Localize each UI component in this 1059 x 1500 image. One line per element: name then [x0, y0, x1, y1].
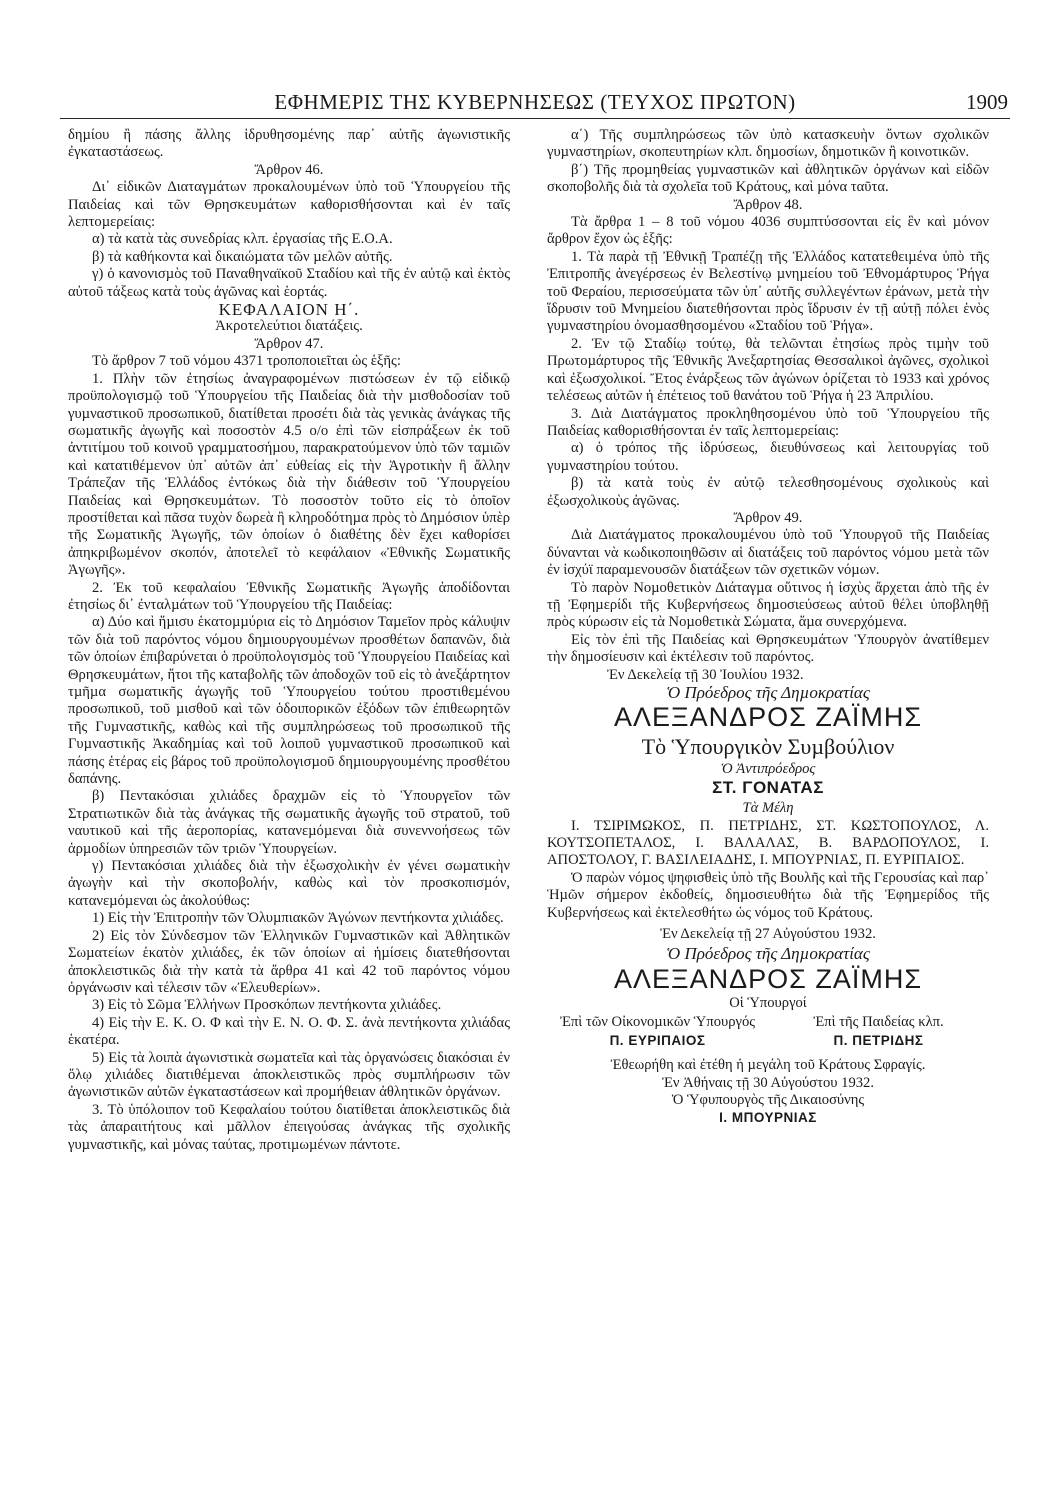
- minister-name: Π. ΕΥΡΙΠΑΙΟΣ: [609, 1032, 706, 1048]
- signature-block: [547, 1014, 768, 1049]
- seal-note: Ἐθεωρήθη καὶ ἐτέθη ἡ µεγάλη τοῦ Κράτους Σφραγίς.: [610, 1057, 926, 1074]
- left-column: [68, 127, 510, 1154]
- date-line: Ἐν Ἀθήναις τῇ 30 Αὐγούστου 1932.: [662, 1074, 874, 1091]
- members-title: Τὰ Μέλη: [742, 800, 794, 817]
- chapter-subtitle: Ἀκροτελεύτιοι διατάξεις.: [215, 318, 363, 335]
- signature-block: [768, 1014, 989, 1049]
- paragraph: Εἰς τὸν ἐπὶ τῆς Παιδείας καὶ Θρησκευµάτων Ὑπουργὸν ἀνατίθεµεν τὴν δηµοσίευσιν καὶ ἐκτέλεσιν τοῦ παρόντος.: [547, 631, 989, 666]
- paragraph: δηµίου ἢ πάσης ἄλλης ἱδρυθησοµένης παρ᾽ αὐτῆς ἀγωνιστικῆς ἐγκαταστάσεως.: [68, 127, 510, 161]
- article-heading-47: Ἄρθρον 47.: [254, 335, 324, 352]
- paragraph: 3. Τὸ ὑπόλοιπον τοῦ Κεφαλαίου τούτου διατίθεται ἀποκλειστικῶς διὰ τὰς ἀπαραιτήτους καὶ µᾶλλον ἐπειγούσας ἀνάγκας τῆς σχολικῆς γυµναστικῆς, καὶ µόνας ταύτας, προτιµωµένων πάντοτε.: [68, 1101, 510, 1153]
- list-item: α΄) Τῆς συµπληρώσεως τῶν ὑπὸ κατασκευὴν ὄντων σχολικῶν γυµναστηρίων, σκοπευτηρίων κλπ. δηµοσίων, δηµοτικῶν ἢ κοινοτικῶν.: [547, 127, 989, 161]
- list-item: β) τὰ καθήκοντα καὶ δικαιώµατα τῶν µελῶν αὐτῆς.: [92, 248, 393, 265]
- paragraph: 2. Ἐν τῷ Σταδίῳ τούτῳ, θὰ τελῶνται ἐτησίως πρὸς τιµὴν τοῦ Πρωτοµάρτυρος τῆς Ἐθνικῆς Ἀνεξαρτησίας Θεσσαλικοὶ ἀγῶνες, σχολικοὶ καὶ ἐξωσχολικοί. Ἔτος ἐνάρξεως τῶν ἀγώνων ὁρίζεται τὸ 1933 καὶ χρόνος τελέσεως αὐτῶν ἡ ἐπέτειος τοῦ θανάτου τοῦ Ῥήγα ἡ 23 Ἀπριλίου.: [547, 335, 989, 405]
- paragraph: Ὁ παρὼν νόµος ψηφισθεὶς ὑπὸ τῆς Βουλῆς καὶ τῆς Γερουσίας καὶ παρ᾽ Ἡµῶν σήµερον ἐκδοθείς, δηµοσιευθήτω διὰ τῆς Ἐφηµερίδος τῆς Κυβερνήσεως καὶ ἐκτελεσθήτω ὡς νόµος τοῦ Κράτους.: [547, 869, 989, 921]
- paragraph: 1. Τὰ παρὰ τῇ Ἐθνικῇ Τραπέζῃ τῆς Ἑλλάδος κατατεθειµένα ὑπὸ τῆς Ἐπιτροπῆς ἀνεγέρσεως ἐν Βελεστίνῳ µνηµείου τοῦ Ἐθνοµάρτυρος Ῥήγα τοῦ Φεραίου, περισσεύµατα τῶν ὑπ᾽ αὐτῆς συλλεγέντων ἐράνων, µετὰ τὴν ἵδρυσιν τοῦ Μνηµείου διατεθήσονται πρὸς ἵδρυσιν ἐν τῇ αὐτῇ πόλει ἑνὸς γυµναστηρίου ὀνοµασθησοµένου «Σταδίου τοῦ Ῥήγα».: [547, 248, 989, 335]
- cabinet-title: Τὸ Ὑπουργικὸν Συµβούλιον: [641, 734, 895, 760]
- list-item: γ) ὁ κανονισµὸς τοῦ Παναθηναϊκοῦ Σταδίου καὶ τῆς ἐν αὐτῷ καὶ ἐκτὸς αὐτοῦ τάξεως κατὰ τοὺς ἀγῶνας καὶ ἑορτάς.: [68, 266, 510, 300]
- minister-name: Π. ΠΕΤΡΙΔΗΣ: [833, 1032, 924, 1048]
- list-item: 1) Εἰς τὴν Ἐπιτροπὴν τῶν Ὀλυµπιακῶν Ἀγώνων πεντήκοντα χιλιάδες.: [92, 910, 504, 927]
- paragraph: α) Δύο καὶ ἥµισυ ἑκατοµµύρια εἰς τὸ Δηµόσιον Ταµεῖον πρὸς κάλυψιν τῶν διὰ τοῦ παρόντος νόµου δηµιουργουµένων προσθέτων δαπανῶν, διὰ τῶν ὁποίων ἐπιβαρύνεται ὁ προϋπολογισµὸς τοῦ Ὑπουργείου Παιδείας καὶ Θρησκευµάτων, ἤτοι τῆς καταβολῆς τῶν ἀποδοχῶν τοῦ εἰς τὸ ἀνεξάρτητον τµῆµα σωµατικῆς ἀγωγῆς τοῦ Ὑπουργείου τούτου προστιθεµένου προσωπικοῦ, τοῦ µισθοῦ καὶ τῶν ὁδοιπορικῶν ἐξόδων τῶν ἐπιθεωρητῶν τῆς Γυµναστικῆς, καθὼς καὶ τῆς συµπληρώσεως τοῦ προσωπικοῦ τῆς Γυµναστικῆς Ἀκαδηµίας καὶ τοῦ λοιποῦ γυµναστικοῦ προσωπικοῦ καὶ πάσης ἑτέρας εἰς βάρος τοῦ προϋπολογισµοῦ δηµιουργουµένης προσθέτου δαπάνης.: [68, 614, 510, 788]
- paragraph: 1. Πλὴν τῶν ἐτησίως ἀναγραφοµένων πιστώσεων ἐν τῷ εἰδικῷ προϋπολογισµῷ τοῦ Ὑπουργείου τῆς Παιδείας διὰ τὴν µισθοδοσίαν τοῦ γυµναστικοῦ προσωπικοῦ, διατίθεται προσέτι διὰ τὰς γενικὰς ἀνάγκας τῆς σωµατικῆς ἀγωγῆς καὶ ποσοστὸν 4.5 ο/ο ἐπὶ τῶν εἰσπράξεων ἐκ τοῦ ἀντιτίµου τοῦ κοινοῦ γραµµατοσήµου, παρακρατούµενον ὑπὸ τῶν ταµιῶν καὶ κατατιθέµενον ὑπ᾽ αὐτῶν ἀπ᾽ εὐθείας εἰς τὴν Ἀγροτικὴν ἢ ἄλλην Τράπεζαν τῆς Ἑλλάδος ἐντόκως διὰ τὴν διάθεσιν τοῦ Ὑπουργείου Παιδείας καὶ Θρησκευµάτων. Τὸ ποσοστὸν τοῦτο εἰς τὸ ὁποῖον προστίθεται καὶ πᾶσα τυχὸν δωρεὰ ἢ κληροδότηµα πρὸς τὸ Δηµόσιον ὑπὲρ τῆς Σωµατικῆς Ἀγωγῆς, τῶν ὁποίων ὁ διαθέτης δὲν ἔχει καθορίσει ἀπηκριβωµένον σκοπόν, ἀποτελεῖ τὸ κεφάλαιον «Ἐθνικῆς Σωµατικῆς Ἀγωγῆς».: [68, 370, 510, 579]
- paragraph: 2. Ἐκ τοῦ κεφαλαίου Ἐθνικῆς Σωµατικῆς Ἀγωγῆς ἀποδίδονται ἐτησίως δι᾽ ἐνταλµάτων τοῦ Ὑπουργείου τῆς Παιδείας:: [68, 579, 510, 613]
- paragraph: Διὰ Διατάγµατος προκαλουµένου ὑπὸ τοῦ Ὑπουργοῦ τῆς Παιδείας δύνανται νὰ κωδικοποιηθῶσιν αἱ διατάξεις τοῦ παρόντος νόµου µετὰ τῶν ἐν ἰσχύϊ παραµενουσῶν διατάξεων τῶν σχετικῶν νόµων.: [547, 527, 989, 579]
- list-item: β΄) Τῆς προµηθείας γυµναστικῶν καὶ ἀθλητικῶν ὀργάνων καὶ εἰδῶν σκοποβολῆς διὰ τὰ σχολεῖα τοῦ Κράτους, καὶ µόνα ταῦτα.: [547, 161, 989, 196]
- list-item: 2) Εἰς τὸν Σύνδεσµον τῶν Ἑλληνικῶν Γυµναστικῶν καὶ Ἀθλητικῶν Σωµατείων ἑκατὸν χιλιάδες, ἐκ τῶν ὁποίων αἱ ἡµίσεις διατεθήσονται ἀποκλειστικῶς διὰ τὴν κατὰ τὰ ἄρθρα 41 καὶ 42 τοῦ παρόντος νόµου ὀργάνωσιν καὶ τέλεσιν τῶν «Ἐλευθερίων».: [68, 927, 510, 996]
- paragraph: Τὸ ἄρθρον 7 τοῦ νόµου 4371 τροποποιεῖται ὡς ἑξῆς:: [92, 353, 401, 370]
- members-list: Ι. ΤΣΙΡΙΜΩΚΟΣ, Π. ΠΕΤΡΙΔΗΣ, ΣΤ. ΚΩΣΤΟΠΟΥΛΟΣ, Λ. ΚΟΥΤΣΟΠΕΤΑΛΟΣ, Ι. ΒΑΛΑΛΑΣ, Β. ΒΑΡΔΟΠΟΥΛΟΣ, Ι. ΑΠΟΣΤΟΛΟΥ, Γ. ΒΑΣΙΛΕΙΑΔΗΣ, Ι. ΜΠΟΥΡΝΙΑΣ, Π. ΕΥΡΙΠΑΙΟΣ.: [547, 817, 989, 869]
- list-item: α) τὰ κατὰ τὰς συνεδρίας κλπ. ἐργασίας τῆς Ε.Ο.Α.: [92, 231, 393, 248]
- justice-name: Ι. ΜΠΟΥΡΝΙΑΣ: [719, 1110, 817, 1126]
- paragraph: Τὸ παρὸν Νοµοθετικὸν Διάταγµα οὕτινος ἡ ἰσχὺς ἄρχεται ἀπὸ τῆς ἐν τῇ Ἐφηµερίδι τῆς Κυβερνήσεως δηµοσιεύσεως αὐτοῦ θέλει ὑποβληθῇ πρὸς κύρωσιν εἰς τὰ Νοµοθετικὰ Σώµατα, ἅµα συνερχόµενα.: [547, 579, 989, 631]
- article-heading-49: Ἄρθρον 49.: [733, 509, 803, 526]
- list-item: α) ὁ τρόπος τῆς ἱδρύσεως, διευθύνσεως καὶ λειτουργίας τοῦ γυµναστηρίου τούτου.: [547, 440, 989, 474]
- date-line: Ἐν Δεκελείᾳ τῇ 30 Ἰουλίου 1932.: [607, 666, 804, 683]
- paragraph: Δι᾽ εἰδικῶν Διαταγµάτων προκαλουµένων ὑπὸ τοῦ Ὑπουργείου τῆς Παιδείας καὶ τῶν Θρησκευµάτων καθορισθήσονται καὶ ἐν ταῖς λεπτοµερείαις:: [68, 179, 510, 231]
- page-header: [60, 88, 1010, 119]
- ministers-title: Οἱ Ὑπουργοί: [729, 994, 807, 1011]
- paragraph: 3. Διὰ Διατάγµατος προκληθησοµένου ὑπὸ τοῦ Ὑπουργείου τῆς Παιδείας καθορισθήσονται ἐν ταῖς λεπτοµερείαις:: [547, 405, 989, 439]
- page-number: 1909: [966, 90, 1008, 114]
- paragraph: γ) Πεντακόσιαι χιλιάδες διὰ τὴν ἐξωσχολικὴν ἐν γένει σωµατικὴν ἀγωγὴν καὶ τὴν σκοποβολήν, καθὼς καὶ τὸν προσκοπισµόν, κατανεµόµεναι ὡς ἀκολούθως:: [68, 858, 510, 909]
- vice-president-title: Ὁ Ἀντιπρόεδρος: [720, 761, 816, 778]
- president-title: Ὁ Πρόεδρος τῆς Δηµοκρατίας: [666, 944, 870, 964]
- list-item: 4) Εἰς τὴν Ε. Κ. Ο. Φ καὶ τὴν Ε. Ν. Ο. Φ. Σ. ἀνὰ πεντήκοντα χιλιάδας ἑκατέρα.: [68, 1014, 510, 1049]
- justice-title: Ὁ Ὑφυπουργὸς τῆς Δικαιοσύνης: [671, 1091, 865, 1108]
- minister-title: Ἐπὶ τῶν Οἰκονοµικῶν Ὑπουργός: [559, 1014, 756, 1031]
- president-name: ΑΛΕΞΑΝΔΡΟΣ ΖΑΪΜΗΣ: [613, 702, 923, 733]
- minister-title: Ἐπὶ τῆς Παιδείας κλπ.: [813, 1014, 944, 1031]
- paragraph: β) Πεντακόσιαι χιλιάδες δραχµῶν εἰς τὸ Ὑπουργεῖον τῶν Στρατιωτικῶν διὰ τὰς ἀνάγκας τῆς σωµατικῆς ἀγωγῆς τοῦ στρατοῦ, τοῦ ναυτικοῦ καὶ τῆς ἀεροπορίας, κατανεµόµεναι διὰ συνεννοήσεως τῶν ἁρµοδίων ὑπηρεσιῶν τῶν τριῶν Ὑπουργείων.: [68, 788, 510, 857]
- gazette-title: ΕΦΗΜΕΡΙΣ ΤΗΣ ΚΥΒΕΡΝΗΣΕΩΣ (ΤΕΥΧΟΣ ΠΡΩΤΟΝ): [274, 90, 796, 114]
- article-heading-46: Ἄρθρον 46.: [254, 161, 324, 178]
- list-item: β) τὰ κατὰ τοὺς ἐν αὐτῷ τελεσθησοµένους σχολικοὺς καὶ ἐξωσχολικοὺς ἀγῶνας.: [547, 475, 989, 509]
- minister-signatures: [547, 1014, 989, 1049]
- date-line: Ἐν Δεκελείᾳ τῇ 27 Αὐγούστου 1932.: [660, 926, 876, 943]
- right-column: [547, 127, 989, 1127]
- president-name: ΑΛΕΞΑΝΔΡΟΣ ΖΑΪΜΗΣ: [613, 963, 923, 994]
- president-title: Ὁ Πρόεδρος τῆς Δηµοκρατίας: [666, 683, 870, 702]
- paragraph: Τὰ ἄρθρα 1 – 8 τοῦ νόµου 4036 συµπτύσσονται εἰς ἓν καὶ µόνον ἄρθρον ἔχον ὡς ἑξῆς:: [547, 214, 989, 248]
- list-item: 5) Εἰς τὰ λοιπὰ ἀγωνιστικὰ σωµατεῖα καὶ τὰς ὀργανώσεις διακόσιαι ἐν ὅλῳ χιλιάδες διατιθέµεναι ἀποκλειστικῶς πρὸς συµπλήρωσιν τῶν ἀγωνιστικῶν αὐτῶν ἐγκαταστάσεων καὶ προµήθειαν ἀθλητικῶν ὀργάνων.: [68, 1049, 510, 1101]
- list-item: 3) Εἰς τὸ Σῶµα Ἑλλήνων Προσκόπων πεντήκοντα χιλιάδες.: [92, 997, 442, 1014]
- chapter-heading: ΚΕΦΑΛΑΙΟΝ Η΄.: [218, 300, 360, 320]
- vice-president-name: ΣΤ. ΓΟΝΑΤΑΣ: [712, 777, 824, 797]
- article-heading-48: Ἄρθρον 48.: [733, 196, 803, 213]
